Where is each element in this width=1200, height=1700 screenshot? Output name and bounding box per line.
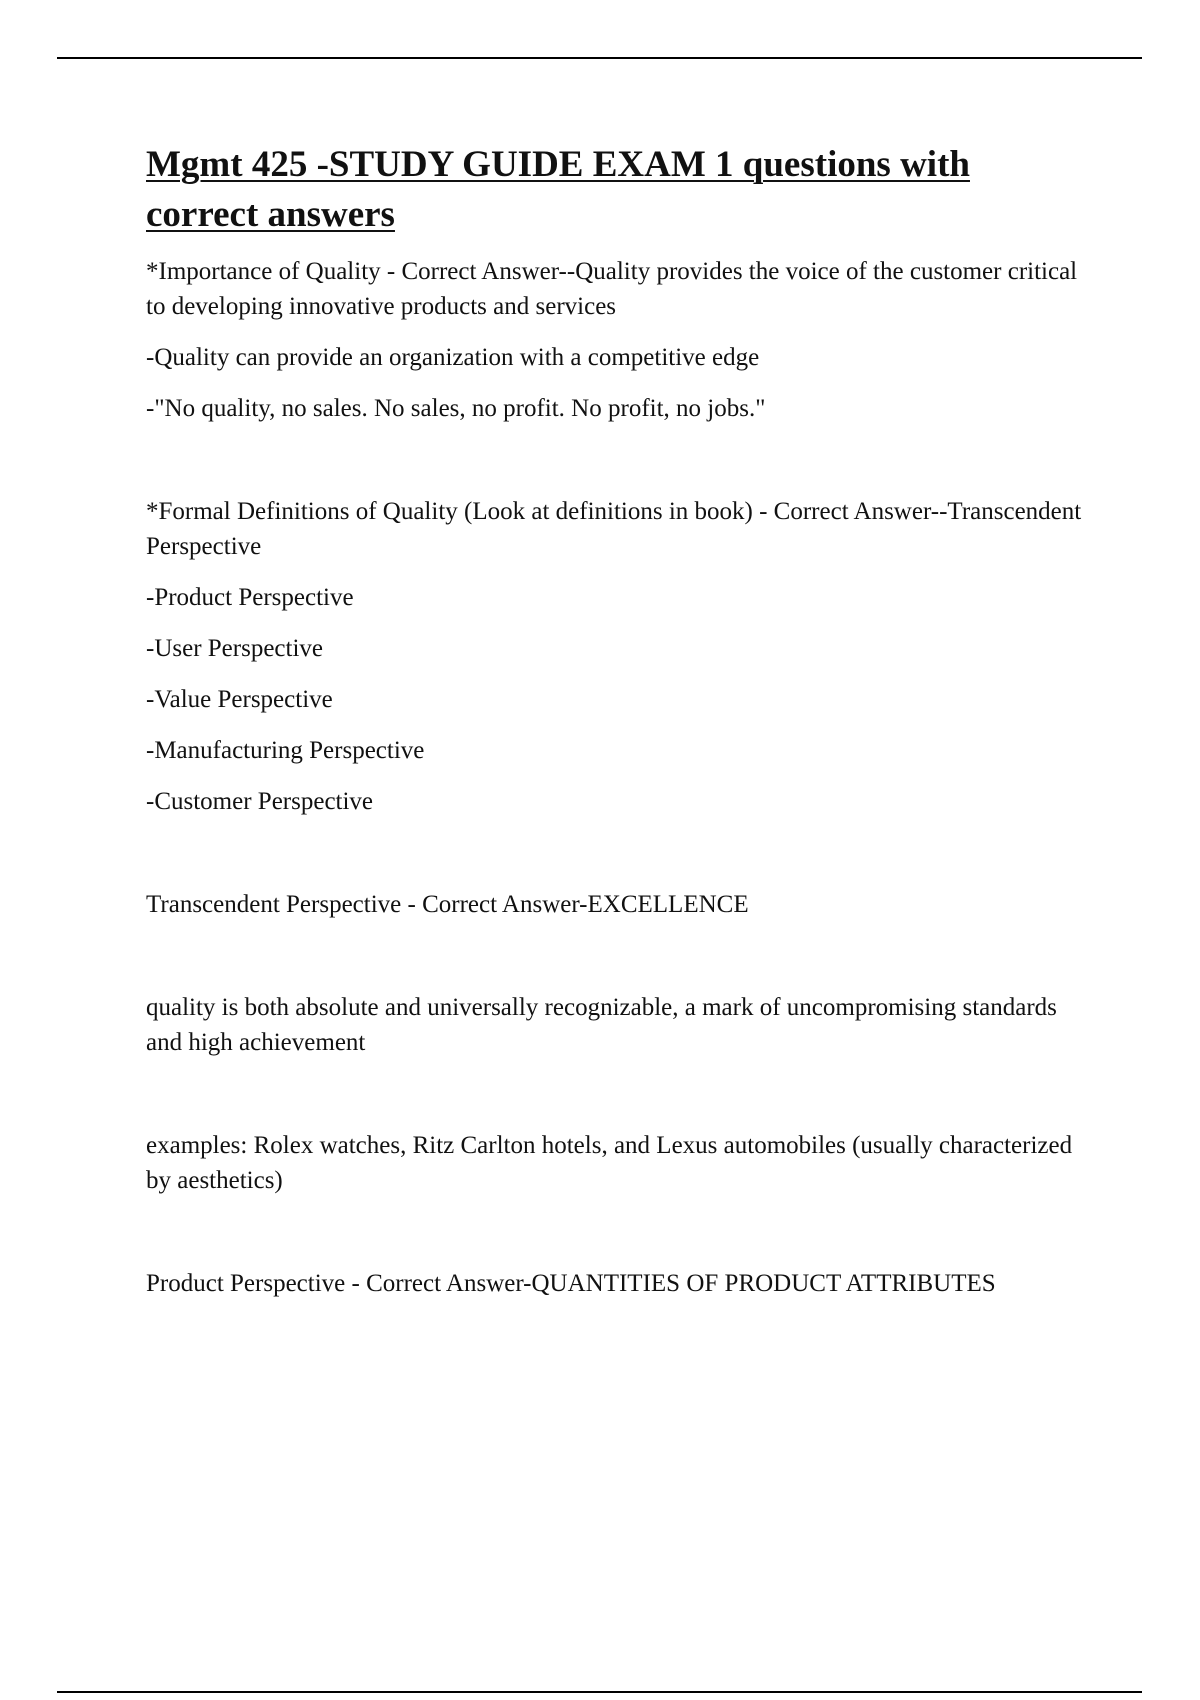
top-divider — [57, 57, 1142, 59]
list-item-customer-perspective: -Customer Perspective — [146, 788, 374, 815]
list-item-user-perspective: -User Perspective — [146, 635, 324, 662]
paragraph-quality-absolute: quality is both absolute and universally recognizable, a mark of uncompromising standards and high achievement — [146, 994, 1057, 1056]
document-body — [146, 140, 1086, 1301]
list-item-manufacturing-perspective: -Manufacturing Perspective — [146, 737, 425, 764]
paragraph-formal-definitions: *Formal Definitions of Quality (Look at definitions in book) - Correct Answer--Transcendent Perspective — [146, 498, 1082, 560]
paragraph-examples: examples: Rolex watches, Ritz Carlton hotels, and Lexus automobiles (usually characterized by aesthetics) — [146, 1132, 1073, 1194]
document-title: Mgmt 425 -STUDY GUIDE EXAM 1 questions with correct answers — [146, 144, 970, 235]
list-item-value-perspective: -Value Perspective — [146, 686, 333, 713]
paragraph-importance-of-quality: *Importance of Quality - Correct Answer--Quality provides the voice of the customer critical to developing innovative products and services — [146, 258, 1078, 320]
paragraph-competitive-edge: -Quality can provide an organization with a competitive edge — [146, 344, 760, 371]
bottom-divider — [57, 1691, 1142, 1693]
list-item-product-perspective: -Product Perspective — [146, 584, 354, 611]
paragraph-quality-quote: -"No quality, no sales. No sales, no profit. No profit, no jobs." — [146, 395, 766, 422]
paragraph-product-perspective: Product Perspective - Correct Answer-QUANTITIES OF PRODUCT ATTRIBUTES — [146, 1270, 996, 1297]
paragraph-transcendent-perspective: Transcendent Perspective - Correct Answer-EXCELLENCE — [146, 891, 749, 918]
